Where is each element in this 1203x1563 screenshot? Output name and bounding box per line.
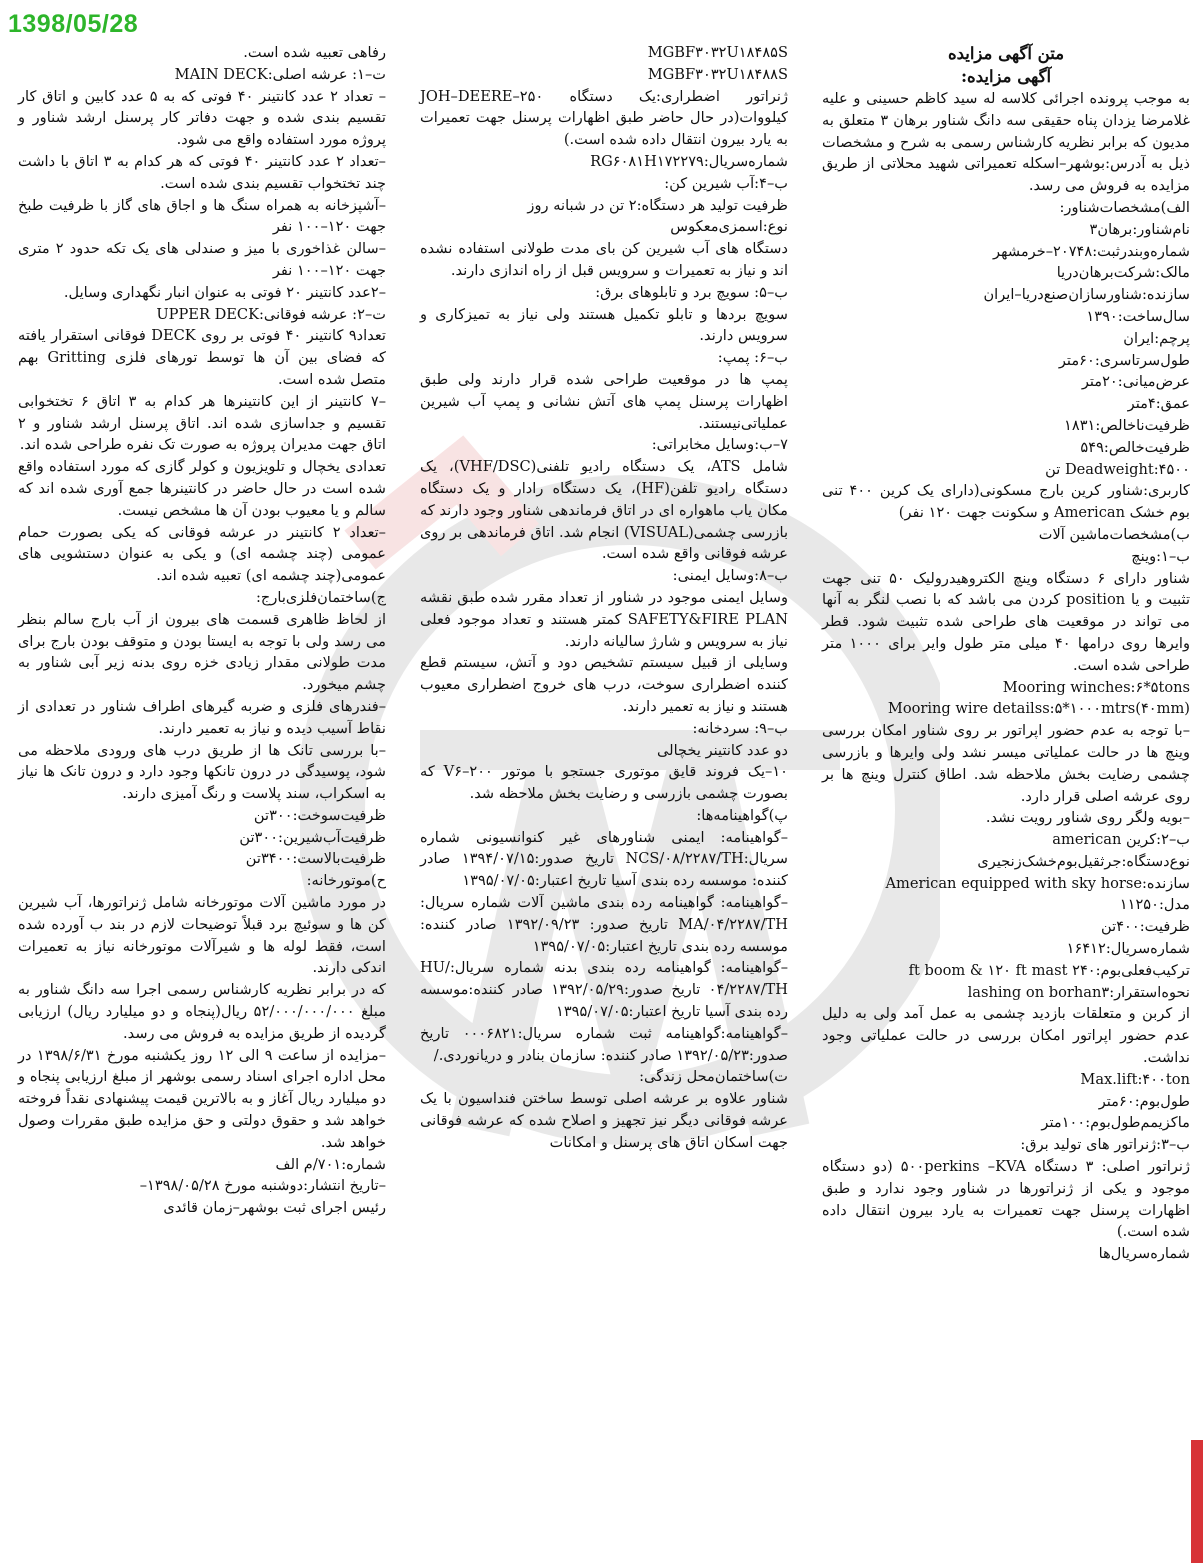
certificate-entry: –گواهینامه: گواهینامه رده بندی بدنه شماره سریال:HU/۰۴/۲۲۸۷/TH تاریخ صدور:۱۳۹۲/۰۵/۲۹ صادر کننده:موسسه رده بندی آسیا تاریخ اعتبار:۱۳۹۵/۰۷/۰۵ (420, 959, 788, 1021)
publication-date-stamp: 1398/05/28 (8, 10, 139, 38)
paragraph: پمپ ها در موقعیت طراحی شده قرار دارند ولی طبق اظهارات پرسنل پمپ های آتش نشانی و پمپ آب شیرین عملیاتی‌نیستند. (420, 370, 788, 432)
paragraph: –مزایده از ساعت ۹ الی ۱۲ روز یکشنبه مورخ ۱۳۹۸/۶/۳۱ در محل اداره اجرای اسناد رسمی بوشهر از مبلغ ارزیابی پنجاه و دو میلیارد ریال آغاز و به بالاترین قیمت پیشنهادی نقداً فروخته خواهد شد و حقوق دولتی و حق مزایده طبق مقررات وصول خواهد شد. (18, 1046, 386, 1151)
spec-line: دو عدد کانتینر یخچالی (656, 741, 788, 759)
section-heading: ح)موتورخانه: (306, 872, 386, 890)
spec-line: MGBF۳۰۳۲U۱۸۴۸۵S (647, 44, 788, 61)
spec-line: ظرفیت‌بالاست:۳۴۰۰تن (245, 850, 386, 868)
paragraph: در مورد ماشین آلات موتورخانه شامل ژنراتورها، آب شیرین کن ها و سوئیچ برد قبلاً توضیحات لازم در بند ب آورده شده است، فقط لوله ها و شیرآلات موتورخانه نیاز به تعمیرات اندکی دارند. (18, 894, 386, 977)
paragraph: سویچ بردها و تابلو تکمیل هستند ولی نیاز به تمیزکاری و سرویس دارند. (420, 305, 788, 345)
notice-subtitle: آگهی مزایده: (960, 67, 1052, 86)
paragraph: تعداد۹ کانتینر ۴۰ فوتی بر روی DECK فوقانی استقرار یافته که فضای بین آن ها توسط تورهای فلزی Gritting بهم متصل شده است. (18, 327, 386, 388)
section-heading: ب)مشخصات‌ماشین آلات (1038, 525, 1190, 543)
spec-line: شماره‌سریال‌ها (1098, 1245, 1190, 1263)
paragraph: شناور علاوه بر عرشه اصلی توسط ساختن فنداسیون با یک عرشه فوقانی دیگر نیز تجهیز و اصلاح شده که عرشه فوقانی جهت اسکان اتاق های پرسنل و امکانات (420, 1090, 788, 1151)
spec-line: ترکیب‌فعلی‌بوم:۲۴۰ ft boom & ۱۲۰ ft mast (908, 961, 1190, 979)
paragraph: کاربری:شناور کرین بارج مسکونی(دارای یک کرین ۴۰۰ تنی بوم خشک American و سکونت جهت ۱۲۰ نفر) (822, 482, 1190, 522)
spec-line: شماره‌سریال:۱۶۴۱۲ (1066, 940, 1190, 958)
left-column (18, 42, 386, 1219)
spec-line: Max.lift:۴۰۰ton (1080, 1070, 1190, 1088)
subsection-heading: ت–۲: عرشه فوقانی:UPPER DECK (156, 305, 386, 323)
section-heading: پ)گواهینامه‌ها: (696, 806, 788, 824)
spec-line: طول‌سرتاسری:۶۰متر (1058, 351, 1190, 369)
paragraph: که در برابر نظریه کارشناس رسمی اجرا سه دانگ شناور به مبلغ ۵۲/۰۰۰/۰۰۰/۰۰۰ ریال(پنجاه و دو میلیارد ریال) ارزیابی گردیده از طریق مزایده به فروش می رسد. (18, 981, 386, 1042)
subsection-heading: ب–۹: سردخانه: (692, 719, 788, 737)
paragraph: –سالن غذاخوری با میز و صندلی های یک تکه حدود ۲ متری جهت ۱۲۰–۱۰۰ نفر (18, 240, 386, 279)
spec-line: ماکزیمم‌طول‌بوم:۱۰۰متر (1041, 1114, 1190, 1132)
certificate-entry: –گواهینامه: ایمنی شناورهای غیر کنوانسیونی شماره سریال:NCS/۰۸/۲۲۸۷/TH تاریخ صدور:۱۳۹۴/۰۷/۱۵ صادر کننده: موسسه رده بندی آسیا تاریخ اعتبار:۱۳۹۵/۰۷/۰۵ (420, 828, 788, 890)
paragraph: –فندرهای فلزی و ضربه گیرهای اطراف شناور در تعدادی از نقاط آسیب دیده و نیاز به تعمیر دارند. (18, 697, 386, 737)
paragraph: –با توجه به عدم حضور اپراتور بر روی شناور امکان بررسی وینچ ها در حالت عملیاتی میسر نشد ولی وایرها و بازرسی چشمی رضایت بخش ملاحظه شد. اطاق کنترل وینچ ها بر روی عرشه اصلی قرار دارد. (822, 722, 1190, 805)
spec-line: Mooring wire detailss:۵*۱۰۰۰mtrs(۴۰mm) (887, 700, 1190, 718)
paragraph: –بویه ولگر روی شناور رویت نشد. (985, 809, 1190, 827)
spec-line: سازنده:American equipped with sky horse (885, 874, 1190, 892)
subsection-heading: ب–۶: پمپ: (717, 349, 788, 367)
paragraph: به موجب پرونده اجرائی کلاسه له سید کاظم حسینی و علیه غلامرضا یزدان پناه حقیقی سه دانگ شناور برهان ۳ متعلق به مدیون که برابر نظریه کارشناس رسمی به شرح و مشخصات ذیل به آدرس:بوشهر–اسکله تعمیراتی شهید محلاتی از طریق مزایده به فروش می رسد. (822, 90, 1190, 195)
paragraph: تعدادی یخچال و تلویزیون و کولر گازی که مورد استفاده واقع شده است در حال حاضر در کانتینرها جمع آوری شده اند که سالم و یا معیوب بودن آن ها مشخص نیست. (18, 458, 386, 519)
spec-line: ظرفیت تولید هر دستگاه:۲ تن در شبانه روز (527, 196, 788, 214)
spec-line: Deadweight:۴۵۰۰ تن (1045, 460, 1190, 478)
paragraph: – تعداد ۲ عدد کانتینر ۴۰ فوتی که به ۵ عدد کابین و اتاق کار تقسیم بندی شده و جهت دفاتر کار پرسنل ارشد شناور و پروژه مورد استفاده واقع می شود. (18, 87, 386, 149)
spec-line: شماره‌سریال:RG۶۰۸۱H۱۷۲۲۷۹ (590, 152, 788, 170)
subsection-heading: ب–۵: سویچ برد و تابلوهای برق: (595, 283, 788, 301)
subsection-heading: ۷–ب:وسایل مخابراتی: (651, 436, 788, 454)
notice-number: شماره:۷۰۱/م الف (275, 1155, 386, 1173)
paragraph: شامل ATS، یک دستگاه رادیو تلفنی(VHF/DSC)، یک دستگاه رادیو تلفن(HF)، یک دستگاه رادار و یک دستگاه مکان یاب ماهواره ای در اتاق فرماندهی شناور وجود دارند که بازرسی چشمی(VISUAL) انجام شد. اتاق فرماندهی بر روی عرشه فوقانی واقع شده است. (420, 458, 789, 563)
paragraph: –تعداد ۲ کانتینر در عرشه فوقانی که یکی بصورت حمام عمومی (چند چشمه ای) و یکی به عنوان دستشویی های عمومی(چند چشمه ای) تعبیه شده اند. (18, 523, 386, 585)
subsection-heading: ب–۲:کرین american (1052, 831, 1190, 849)
spec-line: عرض‌میانی:۲۰متر (1081, 373, 1190, 391)
paragraph: –۲عدد کانتینر ۲۰ فوتی به عنوان انبار نگهداری وسایل. (63, 283, 386, 301)
spec-line: ظرفیت:۴۰۰تن (1101, 918, 1190, 936)
paragraph: از لحاظ ظاهری قسمت های بیرون از آب بارج سالم بنظر می رسد ولی با توجه به ایستا بودن و متوقف بودن بارج برای مدت طولانی مقدار زیادی خزه روی بدنه زیر آبی شناور به چشم میخورد. (18, 610, 386, 694)
subsection-heading: ت–۱: عرشه اصلی:MAIN DECK (174, 65, 386, 83)
spec-line: پرچم:ایران (1123, 329, 1190, 347)
signatory: رئیس اجرای ثبت بوشهر–زمان قائدی (163, 1199, 386, 1217)
spec-line: ظرفیت‌خالص:۵۴۹ (1080, 438, 1190, 456)
paragraph: وسایل ایمنی موجود در شناور از تعداد مقرر شده طبق نقشه SAFETY&FIRE PLAN کمتر هستند و تعداد موجود فعلی نیاز به سرویس و شارژ سالیانه دارند. (420, 588, 788, 650)
spec-line: نوع:اسمزی‌معکوس (670, 218, 788, 236)
certificate-entry: –گواهینامه: گواهینامه رده بندی ماشین آلات شماره سریال: MA/۰۴/۲۲۸۷/TH تاریخ صدور: ۱۳۹۲/۰۹/۲۳ صادر کننده: موسسه رده بندی تاریخ اعتبار:۱۳۹۵/۰۷/۰۵ (420, 894, 788, 955)
right-column (822, 42, 1190, 1265)
certificate-entry: –گواهینامه:گواهینامه ثبت شماره سریال:۰۰۰۶۸۲۱ تاریخ صدور:۱۳۹۲/۰۵/۲۳ صادر کننده: سازمان بنادر و دریانوردی./ (420, 1024, 788, 1064)
paragraph: از کربن و متعلقات بازدید چشمی به عمل آمد ولی به دلیل عدم حضور اپراتور امکان بررسی در حالت عملیاتی وجود نداشت. (822, 1005, 1190, 1067)
spec-line: MGBF۳۰۳۲U۱۸۴۸۸S (647, 65, 788, 83)
publication-date: –تاریخ انتشار:دوشنبه مورخ ۱۳۹۸/۰۵/۲۸– (139, 1177, 386, 1195)
section-heading: ج)ساختمان‌فلزی‌بارج: (256, 588, 386, 606)
spec-line: سال‌ساخت:۱۳۹۰ (1086, 307, 1190, 325)
paragraph: رفاهی تعبیه شده است. (243, 44, 386, 61)
section-heading: ت)ساختمان‌محل زندگی: (639, 1068, 788, 1086)
spec-line: مالک:شرکت‌برهان‌دریا (1056, 264, 1190, 282)
spec-line: طول‌بوم:۶۰متر (1098, 1092, 1190, 1110)
spec-line: ظرفیت‌ناخالص:۱۸۳۱ (1064, 416, 1190, 434)
subsection-heading: ب–۴:آب شیرین کن: (664, 174, 788, 192)
paragraph: –تعداد ۲ عدد کانتینر ۴۰ فوتی که هر کدام به ۳ اتاق با داشت چند تختخواب تقسیم بندی شده است. (18, 152, 386, 192)
paragraph: شناور دارای ۶ دستگاه وینچ الکتروهیدرولیک ۵۰ تنی جهت تثبیت و یا position کردن می باشد که با نصب لنگر به آنها می تواند در موقعیت های طراحی شده تثبیت شود. قطر وایرها روی درامها ۴۰ میلی متر طول وایر برای ۱۰۰۰ متر طراحی شده است. (822, 569, 1191, 674)
paragraph: ژنراتور اضطراری:یک دستگاه ۲۵۰–JOH–DEERE کیلووات(در حال حاضر طبق اظهارات پرسنل جهت تعمیرات به یارد بیرون انتقال داده شده است.) (420, 87, 788, 149)
paragraph: –با بررسی تانک ها از طریق درب های ورودی ملاحظه می شود، پوسیدگی در درون تانکها وجود دارد و درون تانک ها نیاز به اسکراب، سند پلاست و رنگ آمیزی دارند. (18, 741, 386, 803)
paragraph: ۱۰–یک فروند قایق موتوری جستجو با موتور ۲۰۰–V۶ که بصورت چشمی بازرسی و رضایت بخش ملاحظه شد. (420, 763, 788, 803)
subsection-heading: ب–۱:وینچ (1131, 547, 1190, 565)
spec-line: شماره‌وبندرثبت:۲۰۷۴۸–خرمشهر (993, 242, 1190, 260)
notice-title: متن آگهی مزایده (947, 44, 1065, 63)
spec-line: نام‌شناور:برهان۳ (1089, 220, 1190, 238)
spec-line: نحوه‌استقرار:lashing on borhan۳ (967, 983, 1190, 1001)
brand-corner-bar (1191, 1440, 1203, 1563)
spec-line: ظرفیت‌سوخت:۳۰۰تن (253, 806, 386, 824)
spec-line: نوع‌دستگاه:جرثقیل‌بوم‌خشک‌زنجیری (977, 852, 1190, 870)
subsection-heading: ب–۸:وسایل ایمنی: (672, 567, 788, 585)
paragraph: ژنراتور اصلی: ۳ دستگاه ۵۰۰perkins –KVA (دو دستگاه موجود و یکی از ژنراتورها در شناور وجود ندارد و طبق اظهارات پرسنل جهت تعمیرات به یارد بیرون انتقال داده شده است.) (822, 1158, 1190, 1241)
spec-line: Mooring winches:۶*۵tons (1002, 678, 1190, 696)
spec-line: ظرفیت‌آب‌شیرین:۳۰۰تن (239, 828, 386, 846)
spec-line: سازنده:شناورسازان‌صنع‌دریا–ایران (983, 286, 1190, 304)
subsection-heading: ب–۳:ژنراتور های تولید برق: (1020, 1136, 1190, 1154)
spec-line: مدل:۱۱۲۵۰ (1119, 896, 1190, 914)
paragraph: دستگاه های آب شیرین کن بای مدت طولانی استفاده نشده اند و نیاز به تعمیرات و سرویس قبل از راه اندازی دارند. (420, 240, 788, 279)
paragraph: وسایلی از قبیل سیستم تشخیص دود و آتش، سیستم قطع کننده اضطراری سوخت، درب های خروج اضطراری معیوب هستند و نیاز به تعمیر دارند. (420, 654, 788, 715)
paragraph: –آشپزخانه به همراه سنگ ها و اجاق های گاز با ظرفیت طبخ جهت ۱۲۰–۱۰۰ نفر (18, 196, 386, 236)
section-heading: الف)مشخصات‌شناور: (1059, 198, 1190, 216)
paragraph: –۷ کانتینر از این کانتینرها هر کدام به ۳ اتاق ۶ تختخوابی تقسیم و جداسازی شده اند. اتاق پرسنل ارشد شناور و ۲ اتاق جهت مدیران پروژه به صورت تک نفره طراحی شده اند. (18, 392, 386, 454)
middle-column (420, 42, 788, 1154)
spec-line: عمق:۴متر (1127, 395, 1190, 413)
